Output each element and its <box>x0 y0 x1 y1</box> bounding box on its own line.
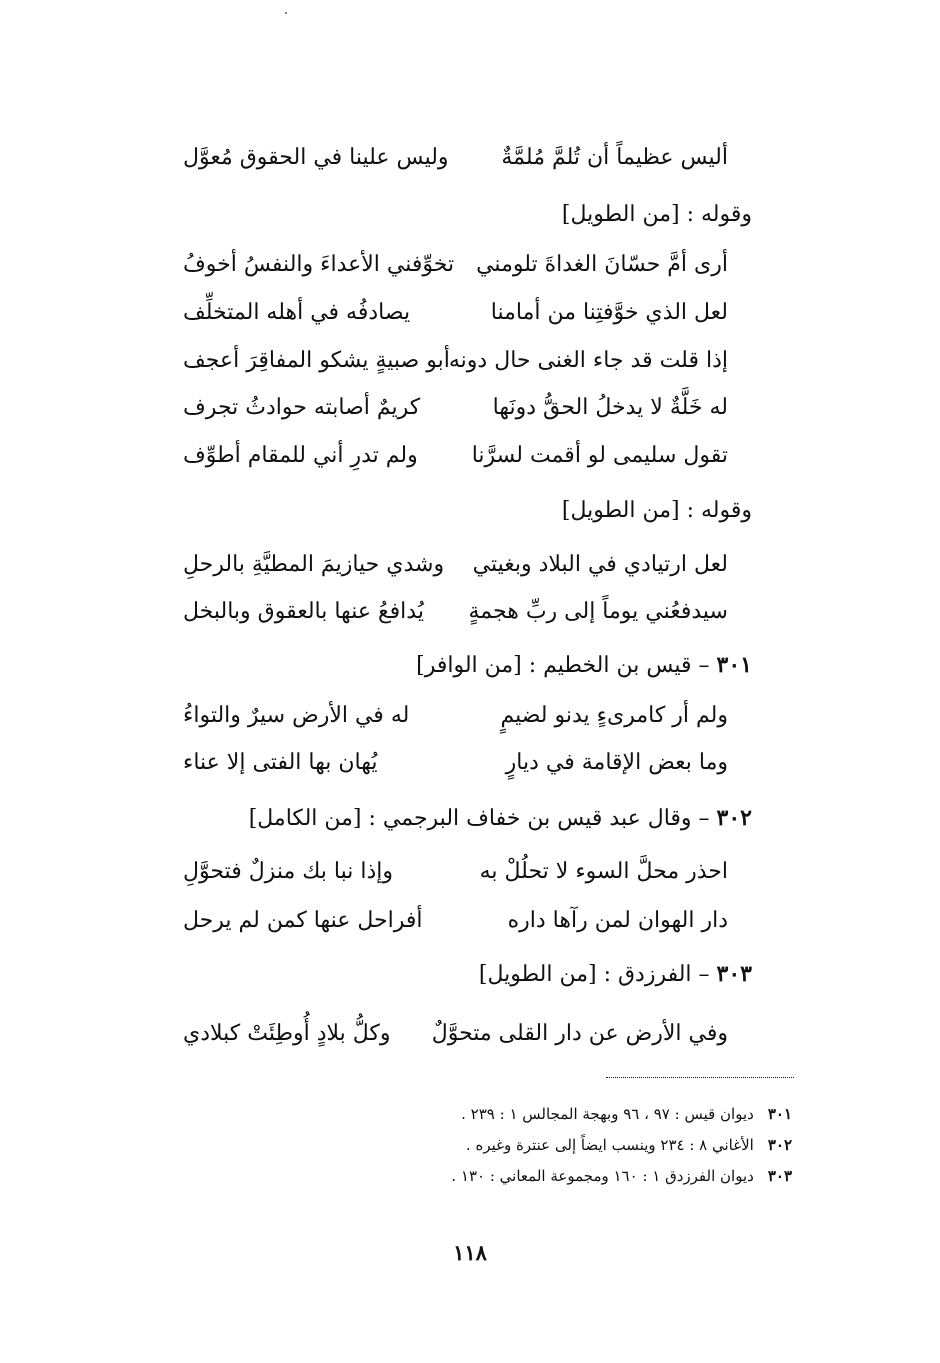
section-heading-303 <box>479 954 752 994</box>
heading-text: وقوله : [من الطويل] <box>561 202 752 227</box>
verse-first-hemistich: دار الهوان لمن رآها داره <box>507 908 728 933</box>
verse-line <box>183 138 728 178</box>
heading-text: وقوله : [من الطويل] <box>561 498 752 523</box>
verse-line <box>183 388 728 428</box>
verse-first-hemistich: تقول سليمى لو أقمت لسرَّنا <box>471 443 728 468</box>
footnote <box>461 1101 792 1127</box>
heading-text: – وقال عبد قيس بن خفاف البرجمي : [من الكامل] <box>248 806 717 831</box>
section-heading-302 <box>249 798 752 838</box>
verse-line <box>183 245 728 285</box>
verse-second-hemistich: له في الأرض سيرٌ والتواءُ <box>183 703 410 728</box>
verse-first-hemistich: إذا قلت قد جاء الغنى حال دونه <box>448 348 728 373</box>
verse-second-hemistich: يصادفُه في أهله المتخلِّف <box>183 300 411 325</box>
verse-first-hemistich: سيدفعُني يوماً إلى ربِّ هجمةٍ <box>468 599 728 624</box>
footnote-text: ديوان قيس : ٩٧ ، ٩٦ وبهجة المجالس ١ : ٢٣٩ . <box>461 1105 754 1123</box>
footnote-number: ٣٠٣ <box>767 1167 792 1185</box>
verse-first-hemistich: وفي الأرض عن دار القلى متحوَّلٌ <box>431 1021 728 1046</box>
verse-line <box>183 1014 728 1054</box>
verse-second-hemistich: تخوِّفني الأعداءَ والنفسُ أخوفُ <box>183 252 455 277</box>
verse-second-hemistich: وليس علينا في الحقوق مُعوَّل <box>183 145 449 170</box>
verse-second-hemistich: ولم تدرِ أني للمقام أطوِّف <box>183 443 418 468</box>
verse-line <box>183 852 728 892</box>
footnote-text: الأغاني ٨ : ٢٣٤ وينسب ايضاً إلى عنترة وغيره . <box>465 1136 754 1154</box>
verse-first-hemistich: له خَلَّةٌ لا يدخلُ الحقُّ دونَها <box>492 395 728 420</box>
verse-first-hemistich: لعل الذي خوَّفتِنا من أمامنا <box>490 300 728 325</box>
verse-second-hemistich: وشدي حيازيمَ المطيَّةِ بالرحلِ <box>183 552 445 577</box>
verse-first-hemistich: احذر محلَّ السوء لا تحلُلْ به <box>479 859 728 884</box>
verse-line <box>183 696 728 736</box>
verse-first-hemistich: وما بعض الإقامة في ديارٍ <box>505 750 728 775</box>
verse-line <box>183 545 728 585</box>
verse-line <box>183 341 728 381</box>
heading-text: – قيس بن الخطيم : [من الوافر] <box>416 653 717 678</box>
verse-first-hemistich: أليس عظيماً أن تُلمَّ مُلمَّةٌ <box>501 145 728 170</box>
verse-second-hemistich: وإذا نبا بك منزلٌ فتحوَّلِ <box>183 859 393 884</box>
entry-number: ٣٠٣ <box>716 961 752 987</box>
verse-line <box>183 592 728 632</box>
verse-first-hemistich: أرى أمَّ حسّانَ الغداةَ تلومني <box>476 252 728 277</box>
heading-text: – الفرزدق : [من الطويل] <box>478 962 717 987</box>
footnote-separator <box>606 1077 794 1078</box>
verse-second-hemistich: يُهان بها الفتى إلا عناء <box>183 750 378 775</box>
footnote-number: ٣٠١ <box>767 1105 792 1123</box>
footnote <box>466 1132 792 1158</box>
verse-second-hemistich: يُدافعُ عنها بالعقوق وبالبخل <box>183 599 424 624</box>
verse-line <box>183 901 728 941</box>
verse-line <box>183 436 728 476</box>
verse-second-hemistich: أفراحل عنها كمن لم يرحل <box>183 908 423 933</box>
footnote-text: ديوان الفرزدق ١ : ١٦٠ ومجموعة المعاني : ١٣٠ . <box>451 1167 754 1185</box>
scan-speck <box>285 12 287 14</box>
footnote-number: ٣٠٢ <box>767 1136 792 1154</box>
section-heading <box>562 491 752 531</box>
verse-second-hemistich: وكلُّ بلادٍ أُوطِئَتْ كبلادي <box>183 1021 391 1046</box>
verse-second-hemistich: كريمٌ أصابته حوادثُ تجرف <box>183 395 421 420</box>
section-heading-301 <box>416 645 752 685</box>
verse-second-hemistich: أبو صبيةٍ يشكو المفاقِرَ أعجف <box>183 348 450 373</box>
footnote <box>451 1163 792 1189</box>
verse-line <box>183 743 728 783</box>
verse-first-hemistich: ولم أر كامرىءٍ يدنو لضيمٍ <box>500 703 728 728</box>
verse-first-hemistich: لعل ارتيادي في البلاد وبغيتي <box>472 552 728 577</box>
page-number: ١١٨ <box>453 1240 487 1265</box>
entry-number: ٣٠٢ <box>716 805 752 831</box>
verse-line <box>183 293 728 333</box>
entry-number: ٣٠١ <box>716 652 752 678</box>
section-heading <box>562 195 752 235</box>
